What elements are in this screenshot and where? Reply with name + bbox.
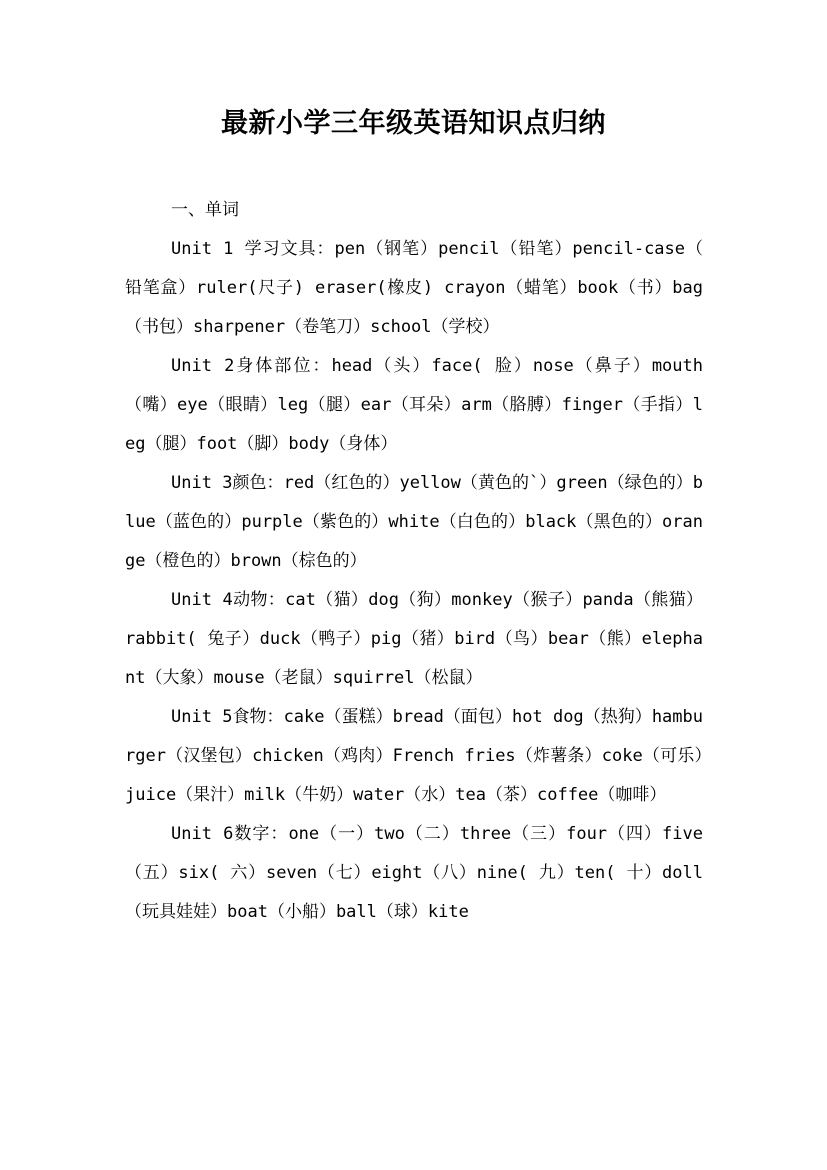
- paragraph-unit-5: Unit 5食物：cake（蛋糕）bread（面包）hot dog（热狗）hamburger（汉堡包）chicken（鸡肉）French fries（炸薯条）coke（可乐）juice（果汁）milk（牛奶）water（水）tea（茶）coffee（咖啡）: [125, 707, 703, 805]
- paragraph-unit-2: Unit 2身体部位：head（头）face( 脸）nose（鼻子）mouth（嘴）eye（眼睛）leg（腿）ear（耳朵）arm（胳膊）finger（手指）leg（腿）foot（脚）body（身体）: [125, 356, 703, 454]
- paragraph-unit-1: Unit 1 学习文具：pen（钢笔）pencil（铅笔）pencil-case（ 铅笔盒）ruler(尺子) eraser(橡皮) crayon（蜡笔）book（书）bag（书包）sharpener（卷笔刀）school（学校）: [125, 239, 703, 337]
- document-body: [125, 191, 703, 932]
- paragraph-unit-4: Unit 4动物：cat（猫）dog（狗）monkey（猴子）panda（熊猫）rabbit( 兔子）duck（鸭子）pig（猪）bird（鸟）bear（熊）elephant（大象）mouse（老鼠）squirrel（松鼠）: [125, 590, 703, 688]
- section-heading: 一、单词: [171, 200, 239, 220]
- document-title: 最新小学三年级英语知识点归纳: [221, 108, 606, 139]
- paragraph-unit-6: Unit 6数字：one（一）two（二）three（三）four（四）five（五）six( 六）seven（七）eight（八）nine( 九）ten( 十）doll（玩具娃娃）boat（小船）ball（球）kite: [125, 824, 703, 922]
- paragraph-unit-3: Unit 3颜色：red（红色的）yellow（黄色的`）green（绿色的）blue（蓝色的）purple（紫色的）white（白色的）black（黑色的）orange（橙色的）brown（棕色的）: [125, 473, 703, 571]
